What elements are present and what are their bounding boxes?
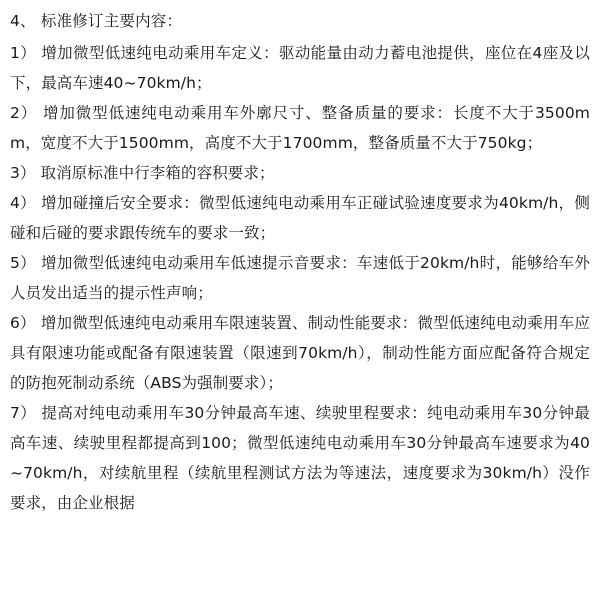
page-title: 4、 标准修订主要内容： bbox=[10, 12, 183, 30]
paragraph-3: 3） 取消原标准中行李箱的容积要求； bbox=[10, 164, 275, 182]
paragraph-4: 4） 增加碰撞后安全要求：微型低速纯电动乘用车正碰试验速度要求为40km/h，侧碰和后碰的要求跟传统车的要求一致； bbox=[10, 194, 590, 242]
paragraph-6: 6） 增加微型低速纯电动乘用车限速装置、制动性能要求：微型低速纯电动乘用车应具有限速功能或配备有限速装置（限速到70km/h），制动性能方面应配备符合规定的防抱死制动系统（ABS为强制要求）； bbox=[10, 314, 590, 392]
paragraph-7: 7） 提高对纯电动乘用车30分钟最高车速、续驶里程要求：纯电动乘用车30分钟最高车速、续驶里程都提高到100；微型低速纯电动乘用车30分钟最高车速要求为40~70km/h，对续航里程（续航里程测试方法为等速法，速度要求为30km/h）没作要求，由企业根据 bbox=[10, 404, 590, 512]
paragraph-1: 1） 增加微型低速纯电动乘用车定义：驱动能量由动力蓄电池提供，座位在4座及以下，最高车速40~70km/h； bbox=[10, 44, 590, 92]
paragraph-5: 5） 增加微型低速纯电动乘用车低速提示音要求：车速低于20km/h时，能够给车外人员发出适当的提示性声响； bbox=[10, 254, 590, 302]
paragraph-2: 2） 增加微型低速纯电动乘用车外廓尺寸、整备质量的要求：长度不大于3500mm，宽度不大于1500mm，高度不大于1700mm，整备质量不大于750kg； bbox=[10, 104, 590, 152]
